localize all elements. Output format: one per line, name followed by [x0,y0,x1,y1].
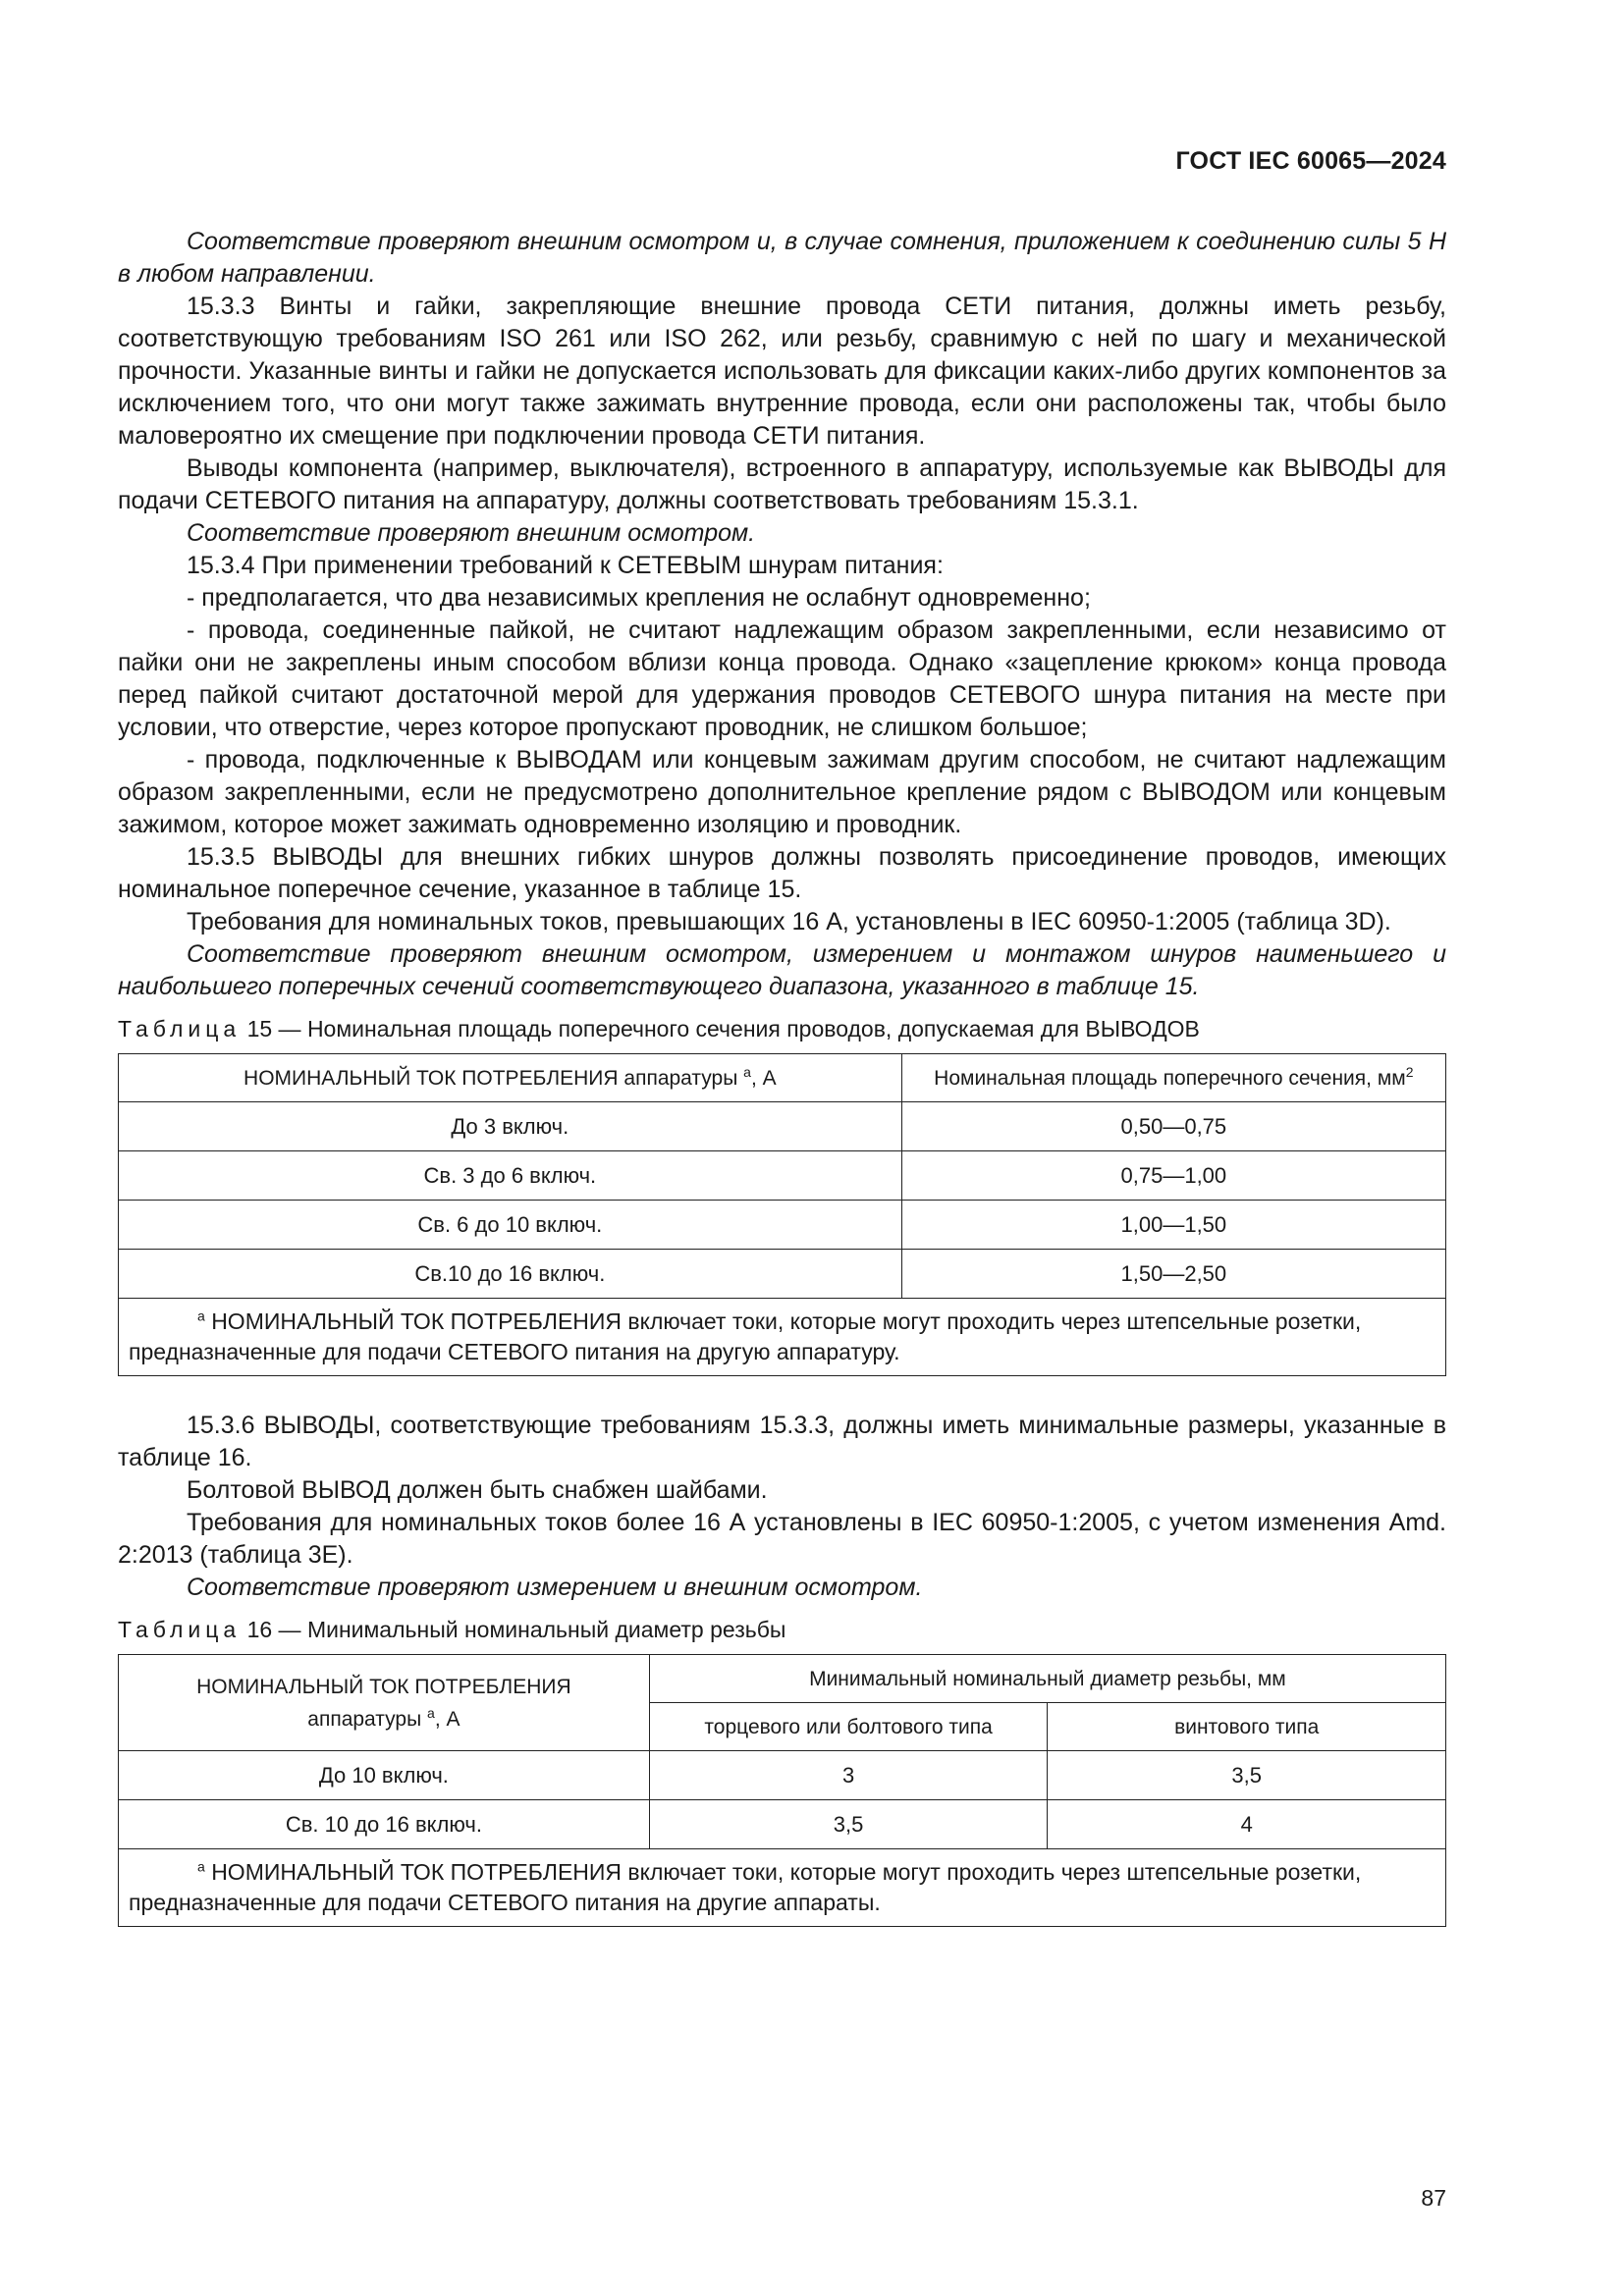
table15-caption-word: Таблица [118,1016,242,1041]
footnote-marker: a [197,1308,205,1324]
paragraph: 15.3.6 ВЫВОДЫ, соответствующие требованиям 15.3.3, должны иметь минимальные размеры, указанные в таблице 16. [118,1412,1446,1471]
table15-cell-current: Св. 3 до 6 включ. [119,1151,902,1201]
table15-cell-area: 1,00—1,50 [901,1201,1445,1250]
paragraph: Соответствие проверяют измерением и внешним осмотром. [187,1574,923,1601]
table-row [119,1151,1446,1201]
paragraph: Соответствие проверяют внешним осмотром, измерением и монтажом шнуров наименьшего и наибольшего поперечных сечений соответствующего диапазона, указанного в таблице 15. [118,940,1446,1000]
paragraph: Соответствие проверяют внешним осмотром и, в случае сомнения, приложением к соединению силы 5 Н в любом направлении. [118,228,1446,288]
paragraph: Соответствие проверяют внешним осмотром. [187,519,756,547]
table15-cell-area: 1,50—2,50 [901,1250,1445,1299]
table16-note-row [119,1849,1446,1927]
table16-cell-screw: 4 [1048,1800,1446,1849]
table16-header-screw: винтового типа [1048,1703,1446,1751]
table15-note-row [119,1299,1446,1376]
table16-cell-pillar: 3,5 [649,1800,1048,1849]
table15-note: $^a$ НОМИНАЛЬНЫЙ ТОК ПОТРЕБЛЕНИЯ включает токи, которые могут проходить через штепсельные розетки, предназначенные для подачи СЕТЕВОГО питания на другую аппаратуру. [119,1299,1446,1376]
table15-header-area: Номинальная площадь поперечного сечения, $мм^2$ [901,1054,1445,1102]
table16-note: $^a$ НОМИНАЛЬНЫЙ ТОК ПОТРЕБЛЕНИЯ включает токи, которые могут проходить через штепсельные розетки, предназначенные для подачи СЕТЕВОГО питания на другие аппараты. [119,1849,1446,1927]
table-row [119,1102,1446,1151]
table15-body [119,1102,1446,1299]
table15-cell-area: 0,75—1,00 [901,1151,1445,1201]
page-header-title: ГОСТ IEC 60065—2024 [1175,147,1446,175]
table16-cell-current: До 10 включ. [119,1751,650,1800]
table16-cell-screw: 3,5 [1048,1751,1446,1800]
page-number: 87 [1421,2185,1446,2211]
table16-cell-current: Св. 10 до 16 включ. [119,1800,650,1849]
table16-caption-text: 16 — Минимальный номинальный диаметр резьбы [246,1617,786,1642]
table16-caption [118,1614,1446,1646]
table-row [119,1250,1446,1299]
table16-body [119,1751,1446,1849]
table-row [119,1800,1446,1849]
paragraph: - предполагается, что два независимых крепления не ослабнут одновременно; [187,584,1091,612]
table15-caption-text: 15 — Номинальная площадь поперечного сечения проводов, допускаемая для ВЫВОДОВ [246,1016,1200,1041]
paragraph: - провода, подключенные к ВЫВОДАМ или концевым зажимам другим способом, не считают надлежащим образом закрепленными, если не предусмотрено дополнительное крепление рядом с ВЫВОДОМ или концевым зажимом, которое может зажимать одновременно изоляцию и проводник. [118,746,1446,838]
table-row [119,1201,1446,1250]
table16-header-current: НОМИНАЛЬНЫЙ ТОК ПОТРЕБЛЕНИЯ аппаратуры $^a$, А [119,1655,650,1751]
paragraphs-mid [118,1410,1446,1604]
footnote-marker: a [743,1063,751,1080]
table15-cell-current: Св. 6 до 10 включ. [119,1201,902,1250]
table-row [119,1751,1446,1800]
document-body [118,226,1446,1927]
paragraph: 15.3.3 Винты и гайки, закрепляющие внешние провода СЕТИ питания, должны иметь резьбу, соответствующую требованиям ISO 261 или ISO 262, или резьбу, сравнимую с ней по шагу и механической прочности. Указанные винты и гайки не допускается использовать для фиксации каких-либо других компонентов за исключением того, что они могут также зажимать внутренние провода, если они расположены так, чтобы было маловероятно их смещение при подключении провода СЕТИ питания. [118,293,1446,450]
paragraph: 15.3.4 При применении требований к СЕТЕВЫМ шнурам питания: [187,552,944,579]
table15-header-row [119,1054,1446,1102]
table15-cell-current: Св.10 до 16 включ. [119,1250,902,1299]
paragraph: Болтовой ВЫВОД должен быть снабжен шайбами. [187,1476,768,1504]
paragraph: Требования для номинальных токов, превышающих 16 А, установлены в IEC 60950-1:2005 (таблица 3D). [187,908,1391,935]
table15-cell-current: До 3 включ. [119,1102,902,1151]
paragraph: 15.3.5 ВЫВОДЫ для внешних гибких шнуров должны позволять присоединение проводов, имеющих номинальное поперечное сечение, указанное в таблице 15. [118,843,1446,903]
table-16 [118,1654,1446,1927]
table15-header-current: НОМИНАЛЬНЫЙ ТОК ПОТРЕБЛЕНИЯ аппаратуры $^a$, А [119,1054,902,1102]
table16-caption-word: Таблица [118,1617,242,1642]
paragraphs-top [118,226,1446,1003]
table15-cell-area: 0,50—0,75 [901,1102,1445,1151]
table16-header-group: Минимальный номинальный диаметр резьбы, мм [649,1655,1445,1703]
paragraph: - провода, соединенные пайкой, не считают надлежащим образом закрепленными, если независимо от пайки они не закреплены иным способом вблизи конца провода. Однако «зацепление крюком» конца провода перед пайкой считают достаточной мерой для удержания проводов СЕТЕВОГО шнура питания на месте при условии, что отверстие, через которое пропускают проводник, не слишком большое; [118,616,1446,741]
table16-cell-pillar: 3 [649,1751,1048,1800]
footnote-marker: a [197,1858,205,1875]
paragraph: Требования для номинальных токов более 16 А установлены в IEC 60950-1:2005, с учетом изменения Amd. 2:2013 (таблица 3E). [118,1509,1446,1569]
table16-header-pillar: торцевого или болтового типа [649,1703,1048,1751]
paragraph: Выводы компонента (например, выключателя), встроенного в аппаратуру, используемые как ВЫВОДЫ для подачи СЕТЕВОГО питания на аппаратуру, должны соответствовать требованиям 15.3.1. [118,454,1446,514]
table15-caption [118,1013,1446,1045]
table-15 [118,1053,1446,1376]
